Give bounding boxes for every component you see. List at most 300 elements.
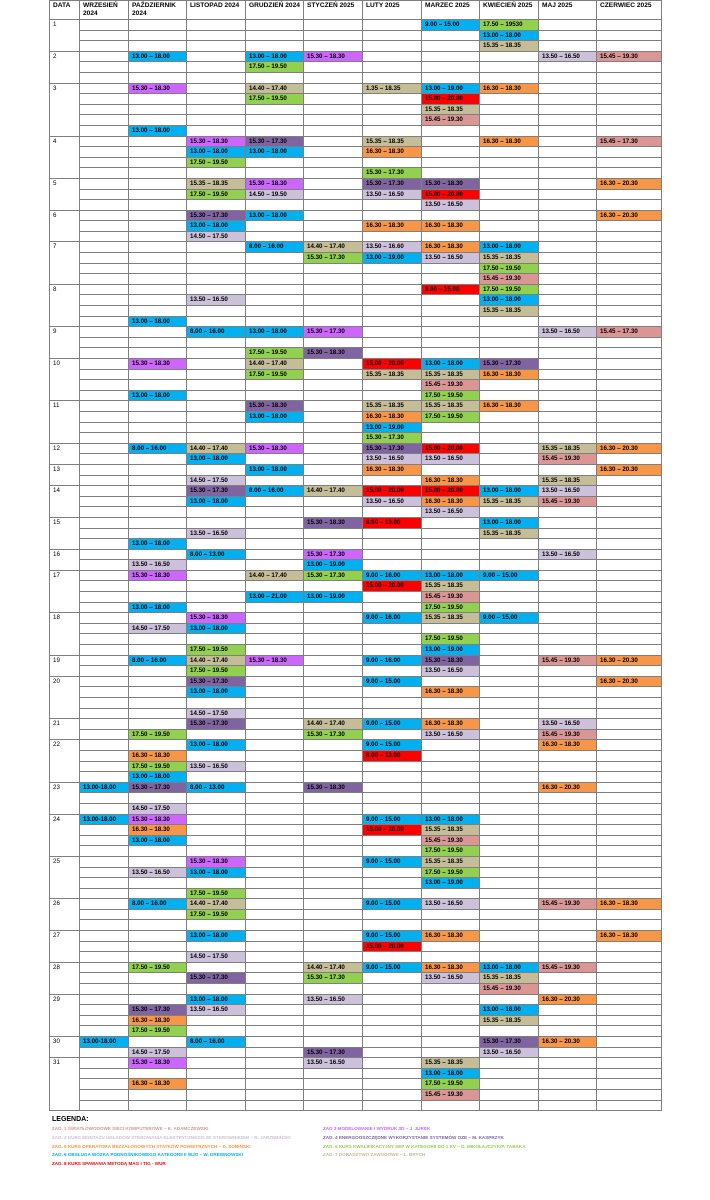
- empty-cell: [80, 581, 129, 592]
- empty-cell: [80, 613, 129, 624]
- empty-cell: [246, 846, 304, 857]
- empty-cell: [480, 411, 539, 422]
- session-cell: 13.00 – 18.00: [187, 147, 246, 158]
- header-month: GRUDZIEŃ 2024: [246, 1, 304, 20]
- empty-cell: [597, 835, 662, 846]
- empty-cell: [129, 200, 187, 211]
- empty-cell: [597, 316, 662, 327]
- empty-cell: [80, 221, 129, 232]
- empty-cell: [304, 390, 363, 401]
- session-cell: 14.40 – 17.40: [187, 443, 246, 454]
- empty-cell: [80, 931, 129, 942]
- session-cell: 17.50 – 19.50: [187, 666, 246, 677]
- session-cell: 15.30 – 18.30: [246, 401, 304, 412]
- table-row: [50, 655, 662, 666]
- empty-cell: [480, 645, 539, 656]
- empty-cell: [480, 761, 539, 772]
- table-row: [50, 62, 662, 73]
- session-cell: 15.30 – 18.30: [129, 359, 187, 370]
- empty-cell: [539, 94, 597, 105]
- empty-cell: [422, 560, 480, 571]
- empty-cell: [304, 337, 363, 348]
- empty-cell: [480, 719, 539, 730]
- empty-cell: [480, 348, 539, 359]
- session-cell: 14.50 – 17.50: [187, 708, 246, 719]
- empty-cell: [597, 973, 662, 984]
- empty-cell: [304, 475, 363, 486]
- empty-cell: [539, 931, 597, 942]
- session-cell: 15.45 – 19.30: [480, 274, 539, 285]
- empty-cell: [80, 422, 129, 433]
- empty-cell: [246, 793, 304, 804]
- empty-cell: [539, 708, 597, 719]
- empty-cell: [187, 698, 246, 709]
- empty-cell: [422, 1100, 480, 1111]
- session-cell: 9.00 – 15.00: [363, 740, 422, 751]
- empty-cell: [597, 422, 662, 433]
- table-row: [50, 539, 662, 550]
- empty-cell: [597, 592, 662, 603]
- empty-cell: [480, 464, 539, 475]
- empty-cell: [304, 147, 363, 158]
- header-month: MAJ 2025: [539, 1, 597, 20]
- empty-cell: [539, 698, 597, 709]
- session-cell: 15.30 – 18.30: [422, 178, 480, 189]
- session-cell: 13.50 – 16.50: [422, 973, 480, 984]
- empty-cell: [129, 263, 187, 274]
- legend-item: ZAD. 5 KURS OPERATORA BEZZAŁOGOWYCH STATKÓW POWIETRZNYCH – D. SOBIŃSKI: [52, 1143, 251, 1149]
- empty-cell: [480, 221, 539, 232]
- session-cell: 15.45 – 17.30: [597, 327, 662, 338]
- empty-cell: [363, 1089, 422, 1100]
- session-cell: 15.35 – 18.35: [422, 369, 480, 380]
- empty-cell: [480, 920, 539, 931]
- empty-cell: [187, 602, 246, 613]
- empty-cell: [80, 369, 129, 380]
- empty-cell: [246, 740, 304, 751]
- empty-cell: [80, 539, 129, 550]
- session-cell: 15.00 – 20.00: [363, 486, 422, 497]
- empty-cell: [597, 496, 662, 507]
- session-cell: 13.50 – 16.50: [422, 899, 480, 910]
- empty-cell: [480, 62, 539, 73]
- empty-cell: [597, 72, 662, 83]
- session-cell: 14.40 – 17.40: [304, 486, 363, 497]
- empty-cell: [246, 475, 304, 486]
- session-cell: 13.00 – 18.00: [480, 30, 539, 41]
- empty-cell: [129, 486, 187, 497]
- empty-cell: [539, 581, 597, 592]
- table-row: [50, 1005, 662, 1016]
- empty-cell: [246, 1015, 304, 1026]
- empty-cell: [480, 888, 539, 899]
- empty-cell: [80, 168, 129, 179]
- empty-cell: [597, 549, 662, 560]
- session-cell: 13.50 – 16.50: [187, 1005, 246, 1016]
- empty-cell: [422, 295, 480, 306]
- empty-cell: [363, 1100, 422, 1111]
- empty-cell: [597, 125, 662, 136]
- session-cell: 15.45 – 19.30: [422, 115, 480, 126]
- empty-cell: [363, 390, 422, 401]
- day-number: 18: [50, 613, 80, 655]
- session-cell: 15.30 – 17.30: [187, 973, 246, 984]
- table-row: [50, 592, 662, 603]
- session-cell: 16.30 – 18.30: [422, 242, 480, 253]
- session-cell: 17.50 – 19.50: [187, 888, 246, 899]
- empty-cell: [363, 623, 422, 634]
- empty-cell: [422, 517, 480, 528]
- empty-cell: [246, 41, 304, 52]
- empty-cell: [480, 835, 539, 846]
- empty-cell: [80, 1068, 129, 1079]
- day-number: 29: [50, 994, 80, 1036]
- session-cell: 13.00 – 18.00: [187, 687, 246, 698]
- empty-cell: [363, 994, 422, 1005]
- empty-cell: [187, 337, 246, 348]
- empty-cell: [304, 136, 363, 147]
- empty-cell: [129, 740, 187, 751]
- empty-cell: [597, 411, 662, 422]
- table-row: [50, 242, 662, 253]
- empty-cell: [539, 348, 597, 359]
- empty-cell: [246, 666, 304, 677]
- table-row: [50, 306, 662, 317]
- empty-cell: [422, 750, 480, 761]
- empty-cell: [304, 443, 363, 454]
- empty-cell: [246, 708, 304, 719]
- empty-cell: [80, 136, 129, 147]
- empty-cell: [597, 263, 662, 274]
- empty-cell: [304, 1068, 363, 1079]
- empty-cell: [363, 793, 422, 804]
- empty-cell: [129, 433, 187, 444]
- legend-item: ZAD. 8 KURS SPAWANIA METODĄ MAG I TIG - WUR: [52, 1161, 166, 1167]
- empty-cell: [539, 1079, 597, 1090]
- empty-cell: [304, 941, 363, 952]
- empty-cell: [539, 814, 597, 825]
- session-cell: 13.00 – 18.00: [129, 835, 187, 846]
- empty-cell: [246, 687, 304, 698]
- empty-cell: [539, 803, 597, 814]
- empty-cell: [187, 20, 246, 31]
- empty-cell: [304, 623, 363, 634]
- empty-cell: [480, 178, 539, 189]
- empty-cell: [597, 1079, 662, 1090]
- empty-cell: [129, 517, 187, 528]
- session-cell: 13.00 – 18.00: [246, 51, 304, 62]
- empty-cell: [363, 348, 422, 359]
- empty-cell: [187, 41, 246, 52]
- empty-cell: [129, 581, 187, 592]
- table-row: [50, 422, 662, 433]
- empty-cell: [363, 94, 422, 105]
- empty-cell: [597, 687, 662, 698]
- empty-cell: [80, 719, 129, 730]
- session-cell: 13.00 – 18.00: [480, 242, 539, 253]
- empty-cell: [304, 401, 363, 412]
- session-cell: 15.35 – 18.35: [422, 856, 480, 867]
- empty-cell: [187, 411, 246, 422]
- empty-cell: [80, 528, 129, 539]
- empty-cell: [246, 104, 304, 115]
- session-cell: 15.35 – 18.35: [480, 253, 539, 264]
- empty-cell: [80, 189, 129, 200]
- empty-cell: [129, 20, 187, 31]
- empty-cell: [80, 825, 129, 836]
- session-cell: 15.35 – 18.35: [480, 973, 539, 984]
- table-row: [50, 295, 662, 306]
- empty-cell: [304, 496, 363, 507]
- empty-cell: [246, 613, 304, 624]
- empty-cell: [597, 30, 662, 41]
- empty-cell: [539, 390, 597, 401]
- day-number: 3: [50, 83, 80, 136]
- empty-cell: [187, 1100, 246, 1111]
- empty-cell: [363, 507, 422, 518]
- session-cell: 13.00 – 18.00: [129, 390, 187, 401]
- session-cell: 15.30 – 17.30: [304, 253, 363, 264]
- empty-cell: [80, 592, 129, 603]
- session-cell: 15.45 – 19.30: [422, 835, 480, 846]
- empty-cell: [480, 327, 539, 338]
- empty-cell: [363, 20, 422, 31]
- empty-cell: [480, 772, 539, 783]
- empty-cell: [129, 94, 187, 105]
- empty-cell: [80, 83, 129, 94]
- empty-cell: [129, 178, 187, 189]
- empty-cell: [422, 888, 480, 899]
- empty-cell: [80, 200, 129, 211]
- empty-cell: [597, 888, 662, 899]
- empty-cell: [246, 263, 304, 274]
- empty-cell: [480, 867, 539, 878]
- session-cell: 13.00 – 18.00: [422, 570, 480, 581]
- empty-cell: [304, 274, 363, 285]
- session-cell: 17.50 – 19.50: [480, 263, 539, 274]
- table-row: [50, 507, 662, 518]
- empty-cell: [80, 560, 129, 571]
- empty-cell: [187, 1047, 246, 1058]
- empty-cell: [80, 761, 129, 772]
- empty-cell: [597, 1026, 662, 1037]
- session-cell: 16.30 – 18.30: [480, 83, 539, 94]
- empty-cell: [422, 1005, 480, 1016]
- session-cell: 15.30 – 17.30: [363, 168, 422, 179]
- empty-cell: [80, 284, 129, 295]
- empty-cell: [246, 856, 304, 867]
- empty-cell: [597, 380, 662, 391]
- empty-cell: [80, 30, 129, 41]
- empty-cell: [480, 602, 539, 613]
- legend-item: ZAD. 7 DORADZTWO ZAWODOWE – L. BRYCH: [323, 1152, 426, 1158]
- session-cell: 15.45 – 19.30: [422, 1089, 480, 1100]
- day-number: 31: [50, 1058, 80, 1111]
- session-cell: 13.00 – 18.00: [187, 931, 246, 942]
- empty-cell: [422, 348, 480, 359]
- table-row: [50, 952, 662, 963]
- table-row: [50, 846, 662, 857]
- day-number: 10: [50, 359, 80, 401]
- empty-cell: [129, 676, 187, 687]
- empty-cell: [80, 20, 129, 31]
- session-cell: 17.50 – 19.50: [422, 867, 480, 878]
- session-cell: 15.45 – 19.30: [539, 899, 597, 910]
- empty-cell: [480, 909, 539, 920]
- empty-cell: [187, 846, 246, 857]
- empty-cell: [246, 909, 304, 920]
- empty-cell: [129, 369, 187, 380]
- empty-cell: [363, 115, 422, 126]
- empty-cell: [187, 306, 246, 317]
- table-row: [50, 878, 662, 889]
- empty-cell: [246, 507, 304, 518]
- day-number: 23: [50, 782, 80, 814]
- empty-cell: [187, 401, 246, 412]
- empty-cell: [539, 634, 597, 645]
- session-cell: 13.50 – 16.50: [187, 295, 246, 306]
- empty-cell: [304, 581, 363, 592]
- empty-cell: [422, 306, 480, 317]
- empty-cell: [187, 1026, 246, 1037]
- empty-cell: [597, 539, 662, 550]
- empty-cell: [304, 740, 363, 751]
- empty-cell: [129, 846, 187, 857]
- session-cell: 13.00-18.00: [80, 1037, 129, 1048]
- session-cell: 16.30 – 18.30: [363, 464, 422, 475]
- session-cell: 16.30 – 18.30: [422, 496, 480, 507]
- empty-cell: [80, 464, 129, 475]
- empty-cell: [80, 952, 129, 963]
- empty-cell: [80, 1047, 129, 1058]
- empty-cell: [246, 274, 304, 285]
- empty-cell: [539, 507, 597, 518]
- empty-cell: [597, 994, 662, 1005]
- header-month: LISTOPAD 2024: [187, 1, 246, 20]
- empty-cell: [422, 327, 480, 338]
- session-cell: 17.50 – 19.50: [422, 634, 480, 645]
- table-row: [50, 549, 662, 560]
- empty-cell: [480, 200, 539, 211]
- day-number: 7: [50, 242, 80, 284]
- empty-cell: [129, 72, 187, 83]
- empty-cell: [597, 750, 662, 761]
- session-cell: 13.00 – 18.00: [480, 295, 539, 306]
- session-cell: 13.50 – 16.50: [129, 867, 187, 878]
- empty-cell: [187, 369, 246, 380]
- day-number: 19: [50, 655, 80, 676]
- session-cell: 16.30 – 18.30: [422, 221, 480, 232]
- session-cell: 15.30 – 18.30: [304, 348, 363, 359]
- empty-cell: [539, 83, 597, 94]
- session-cell: 15.45 – 19.30: [422, 380, 480, 391]
- session-cell: 15.35 – 18.35: [480, 528, 539, 539]
- empty-cell: [246, 454, 304, 465]
- empty-cell: [246, 30, 304, 41]
- empty-cell: [304, 634, 363, 645]
- empty-cell: [597, 369, 662, 380]
- empty-cell: [304, 931, 363, 942]
- empty-cell: [80, 698, 129, 709]
- empty-cell: [539, 72, 597, 83]
- empty-cell: [539, 263, 597, 274]
- empty-cell: [304, 835, 363, 846]
- session-cell: 15.45 – 17.30: [597, 136, 662, 147]
- empty-cell: [246, 920, 304, 931]
- empty-cell: [363, 327, 422, 338]
- empty-cell: [480, 157, 539, 168]
- empty-cell: [129, 687, 187, 698]
- empty-cell: [129, 793, 187, 804]
- empty-cell: [246, 994, 304, 1005]
- empty-cell: [304, 1037, 363, 1048]
- empty-cell: [187, 1089, 246, 1100]
- table-row: [50, 888, 662, 899]
- header-month: LUTY 2025: [363, 1, 422, 20]
- empty-cell: [304, 1100, 363, 1111]
- empty-cell: [129, 931, 187, 942]
- day-number: 15: [50, 517, 80, 549]
- session-cell: 15.30 – 18.30: [187, 856, 246, 867]
- empty-cell: [304, 411, 363, 422]
- session-cell: 15.30 – 18.30: [246, 655, 304, 666]
- session-cell: 17.50 – 19.50: [187, 909, 246, 920]
- empty-cell: [597, 517, 662, 528]
- empty-cell: [80, 348, 129, 359]
- empty-cell: [246, 221, 304, 232]
- empty-cell: [597, 94, 662, 105]
- empty-cell: [129, 231, 187, 242]
- session-cell: 17.50 – 19.50: [129, 761, 187, 772]
- empty-cell: [480, 316, 539, 327]
- day-number: 24: [50, 814, 80, 856]
- empty-cell: [480, 337, 539, 348]
- empty-cell: [539, 920, 597, 931]
- empty-cell: [246, 814, 304, 825]
- day-number: 25: [50, 856, 80, 898]
- empty-cell: [363, 337, 422, 348]
- empty-cell: [80, 687, 129, 698]
- empty-cell: [187, 168, 246, 179]
- session-cell: 15.35 – 18.35: [187, 178, 246, 189]
- table-row: [50, 634, 662, 645]
- empty-cell: [363, 104, 422, 115]
- empty-cell: [480, 708, 539, 719]
- table-row: [50, 359, 662, 370]
- empty-cell: [80, 517, 129, 528]
- session-cell: 16.30 – 20.30: [597, 178, 662, 189]
- empty-cell: [304, 72, 363, 83]
- empty-cell: [129, 1037, 187, 1048]
- empty-cell: [80, 666, 129, 677]
- empty-cell: [597, 803, 662, 814]
- empty-cell: [422, 952, 480, 963]
- empty-cell: [304, 687, 363, 698]
- empty-cell: [363, 41, 422, 52]
- empty-cell: [363, 475, 422, 486]
- session-cell: 16.30 – 20.30: [597, 443, 662, 454]
- empty-cell: [80, 676, 129, 687]
- empty-cell: [129, 909, 187, 920]
- empty-cell: [480, 549, 539, 560]
- empty-cell: [480, 846, 539, 857]
- session-cell: 15.45 – 19.30: [597, 51, 662, 62]
- empty-cell: [539, 539, 597, 550]
- empty-cell: [80, 941, 129, 952]
- empty-cell: [480, 793, 539, 804]
- session-cell: 15.30 – 18.30: [129, 83, 187, 94]
- table-row: [50, 41, 662, 52]
